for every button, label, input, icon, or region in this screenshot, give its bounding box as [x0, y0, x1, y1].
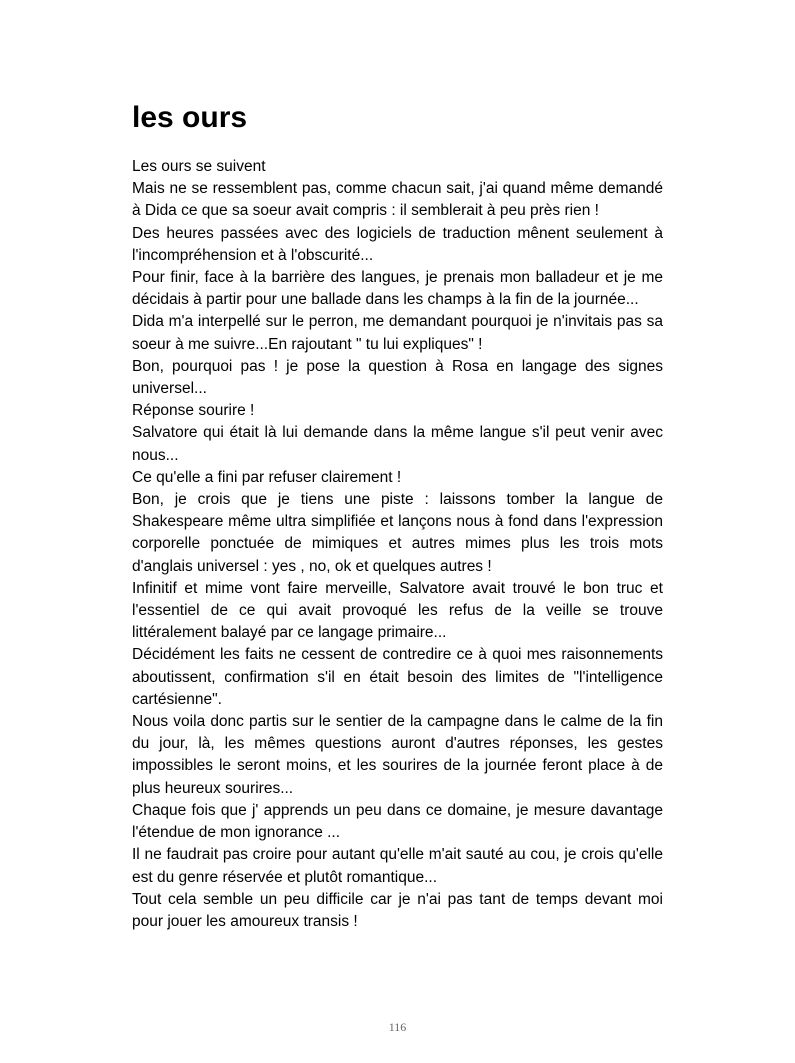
- paragraph: Ce qu'elle a fini par refuser clairement !: [132, 468, 402, 486]
- paragraph: Dida m'a interpellé sur le perron, me demandant pourquoi je n'invitais pas sa soeur à me suivre...En rajoutant " tu lui expliques" !: [132, 313, 663, 353]
- paragraph: Mais ne se ressemblent pas, comme chacun sait, j'ai quand même demandé à Dida ce que sa soeur avait compris : il semblerait à peu près rien !: [132, 180, 663, 220]
- paragraph: Bon, pourquoi pas ! je pose la question à Rosa en langage des signes universel...: [132, 357, 663, 398]
- paragraph: Bon, je crois que je tiens une piste : laissons tomber la langue de Shakespeare même ultra simplifiée et lançons nous à fond dans l'expression corporelle ponctuée de mimiques et autres mimes plus les trois mots d'anglais universel : yes , no, ok et quelques autres !: [132, 491, 663, 575]
- chapter-body: [132, 156, 663, 933]
- paragraph: Pour finir, face à la barrière des langues, je prenais mon balladeur et je me décidais à partir pour une ballade dans les champs à la fin de la journée...: [132, 269, 663, 309]
- paragraph: Décidément les faits ne cessent de contredire ce à quoi mes raisonnements aboutissent, confirmation s'il en était besoin des limites de "l'intelligence cartésienne".: [132, 646, 663, 708]
- chapter-title: les ours: [132, 101, 248, 134]
- paragraph: Réponse sourire !: [132, 402, 255, 420]
- paragraph: Nous voila donc partis sur le sentier de la campagne dans le calme de la fin du jour, là, les mêmes questions auront d'autres réponses, les gestes impossibles le seront moins, et les sourires de la journée feront place à de plus heureux sourires...: [132, 713, 663, 797]
- paragraph: Infinitif et mime vont faire merveille, Salvatore avait trouvé le bon truc et l'essentiel de ce qui avait provoqué les refus de la veille se trouve littéralement balayé par ce langage primaire...: [132, 579, 663, 642]
- paragraph: Tout cela semble un peu difficile car je n'ai pas tant de temps devant moi pour jouer les amoureux transis !: [132, 890, 663, 930]
- page-number: 116: [388, 1020, 407, 1034]
- paragraph: Des heures passées avec des logiciels de traduction mênent seulement à l'incompréhension et à l'obscurité...: [132, 224, 663, 264]
- paragraph: Les ours se suivent: [132, 158, 266, 175]
- paragraph: Salvatore qui était là lui demande dans la même langue s'il peut venir avec nous...: [132, 424, 663, 464]
- paragraph: Il ne faudrait pas croire pour autant qu'elle m'ait sauté au cou, je crois qu'elle est du genre réservée et plutôt romantique...: [132, 846, 663, 886]
- paragraph: Chaque fois que j' apprends un peu dans ce domaine, je mesure davantage l'étendue de mon ignorance ...: [132, 801, 663, 842]
